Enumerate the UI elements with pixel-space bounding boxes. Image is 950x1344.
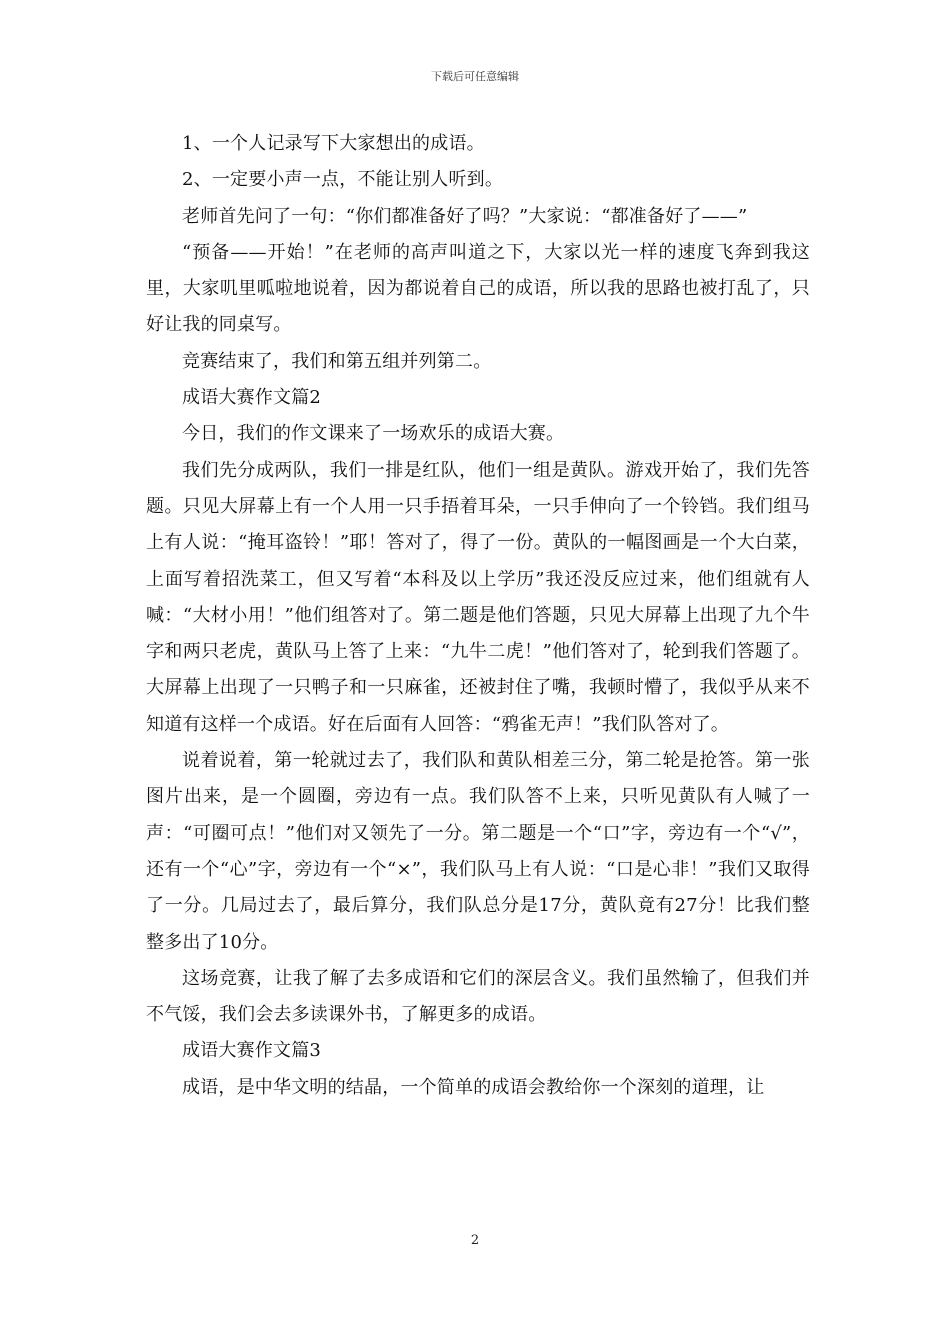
paragraph-6: 今日，我们的作文课来了一场欢乐的成语大赛。 [182, 423, 565, 445]
paragraph-10: 成语，是中华文明的结晶，一个简单的成语会教给你一个深刻的道理，让 [182, 1076, 765, 1098]
page-number: 2 [470, 1233, 480, 1248]
paragraph-8: 说着说着，第一轮就过去了，我们队和黄队相差三分，第二轮是抢答。第一张图片出来，是一个圆圈，旁边有一点。我们队答不上来，只听见黄队有人喊了一声：“可圈可点！”他们对又领先了一分。第二题是一个“口”字，旁边有一个“√”，还有一个“心”字，旁边有一个“×”，我们队马上有人说：“口是心非！”我们又取得了一分。几局过去了，最后算分，我们队总分是17分，黄队竟有27分！比我们整整多出了10分。 [146, 750, 810, 953]
paragraph-3: 老师首先问了一句：“你们都准备好了吗？”大家说：“都准备好了——” [182, 205, 748, 227]
paragraph-9: 这场竞赛，让我了解了去多成语和它们的深层含义。我们虽然输了，但我们并不气馁，我们会去多读课外书，了解更多的成语。 [146, 967, 810, 1026]
paragraph-4: “预备——开始！”在老师的高声叫道之下，大家以光一样的速度飞奔到我这里，大家叽里呱啦地说着，因为都说着自己的成语，所以我的思路也被打乱了，只好让我的同桌写。 [146, 241, 810, 336]
paragraph-5: 竞赛结束了，我们和第五组并列第二。 [182, 350, 492, 372]
document-body [146, 126, 810, 1106]
paragraph-1: 1、一个人记录写下大家想出的成语。 [182, 133, 485, 154]
paragraph-2: 2、一定要小声一点，不能让别人听到。 [182, 169, 504, 191]
section-heading-2: 成语大赛作文篇2 [182, 387, 322, 409]
section-heading-3: 成语大赛作文篇3 [182, 1040, 322, 1062]
paragraph-7: 我们先分成两队，我们一排是红队，他们一组是黄队。游戏开始了，我们先答题。只见大屏幕上有一个人用一只手捂着耳朵，一只手伸向了一个铃铛。我们组马上有人说：“掩耳盗铃！”耶！答对了，得了一份。黄队的一幅图画是一个大白菜，上面写着招洗菜工，但又写着“本科及以上学历”我还没反应过来，他们组就有人喊：“大材小用！”他们组答对了。第二题是他们答题，只见大屏幕上出现了九个牛字和两只老虎，黄队马上答了上来：“九牛二虎！”他们答对了，轮到我们答题了。大屏幕上出现了一只鸭子和一只麻雀，还被封住了嘴，我顿时懵了，我似乎从来不知道有这样一个成语。好在后面有人回答：“鸦雀无声！”我们队答对了。 [146, 459, 810, 735]
page-header: 下载后可任意编辑 [431, 70, 519, 83]
